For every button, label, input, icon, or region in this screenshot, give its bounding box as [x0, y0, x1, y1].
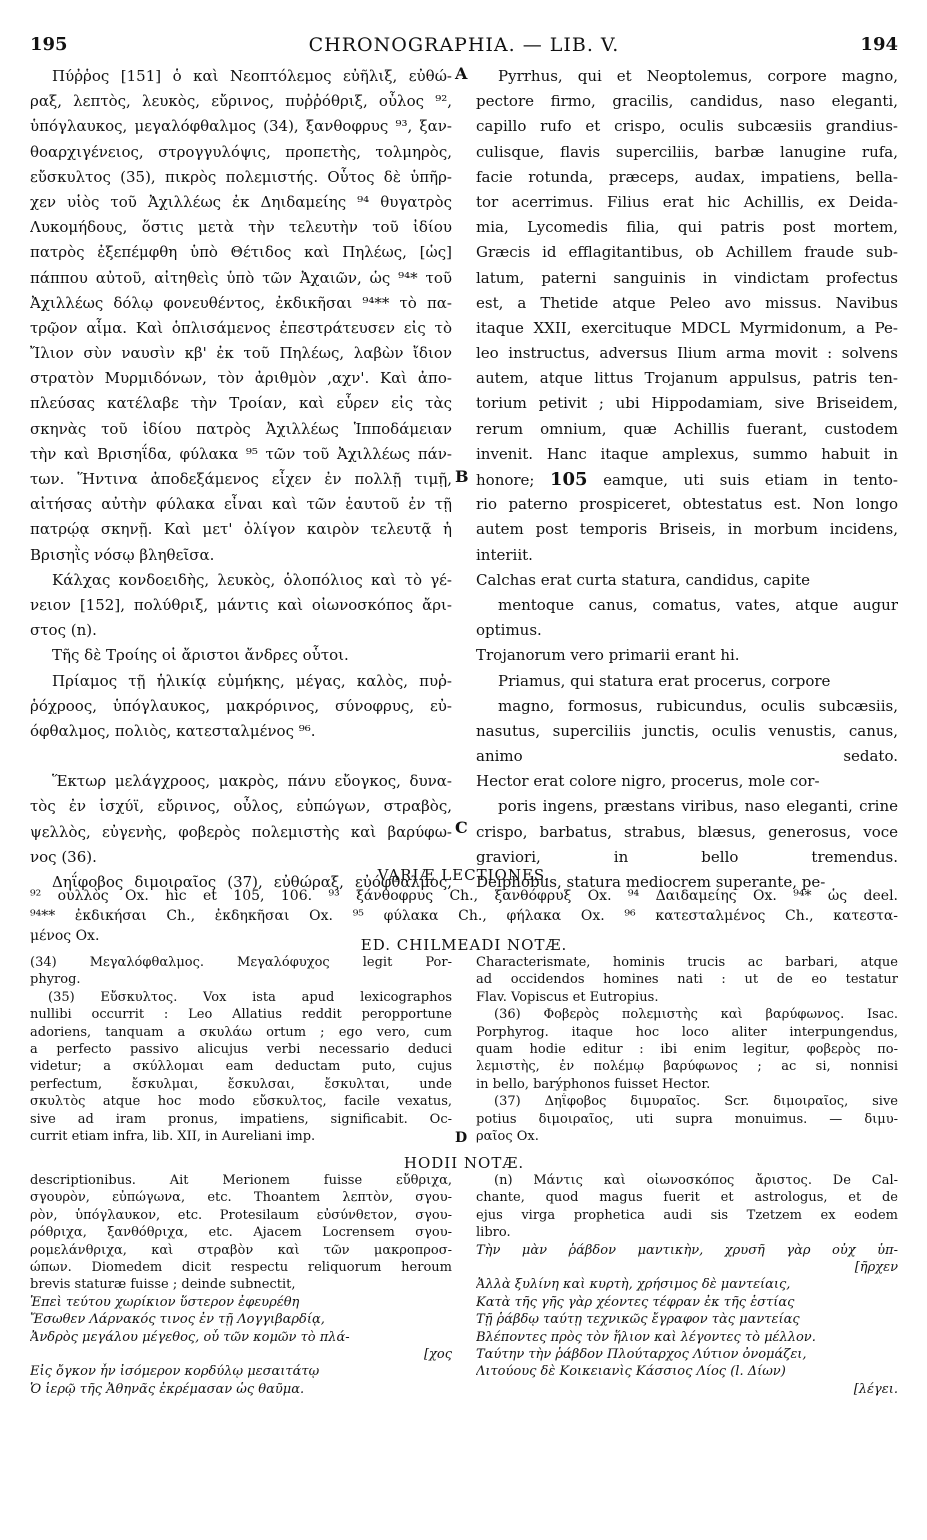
latin-line: culisque, flavis superciliis, barbæ lanugine rufa,	[476, 142, 898, 161]
chilmeadi-note-line: perfectum, ἔσκυλμαι, ἔσκυλσαι, ἔσκυλται, unde	[30, 1076, 452, 1092]
hodii-note-line: descriptionibus. Ait Merionem fuisse εὔθριχα,	[30, 1173, 452, 1188]
hodii-heading: HODII NOTÆ.	[403, 1154, 525, 1172]
hodii-note-line: ejus virga prophetica audi sis Tzetzem ex eodem	[476, 1207, 898, 1223]
hodii-note-line: Ἐπεὶ τεύτου χωρίκιον ὕστερον ἐφευρέθη	[30, 1294, 300, 1310]
latin-line: Priamus, qui statura erat procerus, corpore	[498, 671, 831, 690]
chilmeadi-note-line: nullibi occurrit : Leo Allatius reddit peropportune	[30, 1007, 452, 1023]
page-number-right: 194	[860, 34, 898, 55]
latin-line: Trojanorum vero primarii erant hi.	[476, 646, 740, 665]
chilmeadi-note-line: sive ad iram pronus, impatiens, significabit. Oc-	[30, 1111, 452, 1127]
greek-line: ψελλὸς, εὐγενὴς, φοβερὸς πολεμιστὴς καὶ βαρύφω-	[30, 822, 452, 841]
latin-line: optimus.	[476, 621, 542, 640]
variant-reading-line: ⁹⁴** ἐκδικήσαι Ch., ἐκδηκῆσαι Ox. ⁹⁵ φύλακα Ch., φήλακα Ox. ⁹⁶ κατεσταλμένος Ch., κατεστα-	[30, 908, 898, 924]
chilmeadi-note-line: adoriens, tanquam a σκυλάω ortum ; ego vero, cum	[30, 1024, 452, 1040]
blank-line	[30, 744, 452, 769]
hodii-note-line: Ἀνδρὸς μεγάλου μέγεθος, οὗ τῶν κομῶν τὸ πλά-	[30, 1329, 350, 1345]
chilmeadi-note-line: (34) Μεγαλόφθαλμος. Μεγαλόφυχος legit Por-	[30, 955, 452, 970]
latin-line: capillo rufo et crispo, oculis subcæsiis grandius-	[476, 117, 898, 136]
greek-line: ῥόχροος, ὑπόγλαυκος, μακρόρινος, σύνοφρυς, εὐ-	[30, 696, 452, 715]
latin-line: interiit.	[476, 545, 533, 564]
greek-line: στος (n).	[30, 621, 97, 640]
hodii-notes-right	[476, 1172, 898, 1398]
hodii-note-line: σγουρὸν, εὐπώγωνα, etc. Thoantem λεπτὸν, σγου-	[30, 1190, 452, 1206]
latin-line: autem, atque littus Trojanum appulsus, patris ten-	[476, 369, 898, 388]
greek-line: Λυκομήδους, ὅστις μετὰ τὴν τελευτὴν τοῦ ἰδίου	[30, 218, 452, 237]
margin-letter-c: C	[455, 818, 468, 837]
variant-reading-line: ⁹² οὐλλὸς Ox. hic et 105, 106. ⁹³ ξάνθοφρυς Ch., ξανθόφρυξ Ox. ⁹⁴ Δαιδαμείης Ox. ⁹⁴* ὡς deel.	[30, 888, 898, 904]
chilmeadi-note-line: currit etiam infra, lib. XII, in Aureliani imp.	[30, 1128, 316, 1144]
greek-line: τὸς ἐν ἰσχύϊ, εὔρινος, οὖλος, εὐπώγων, στραβὸς,	[30, 797, 452, 816]
greek-line: Τῆς δὲ Τροίης οἱ ἄριστοι ἄνδρες οὗτοι.	[52, 646, 349, 665]
greek-line: τρῷον αἷμα. Καὶ ὁπλισάμενος ἐπεστράτευσεν εἰς τὸ	[30, 318, 452, 337]
chilmeadi-note-line: Characterismate, hominis trucis ac barbari, atque	[476, 955, 898, 970]
chilmeadi-note-line: σκυλτὸς atque hoc modo εὔσκυλτος, facile vexatus,	[30, 1094, 452, 1110]
chilmeadi-note-line: Flav. Vopiscus et Eutropius.	[476, 989, 659, 1005]
latin-line: nasutus, superciliis junctis, oculis venustis, canus,	[476, 721, 898, 740]
hodii-note-line: (n) Μάντις καὶ οἰωνοσκόπος ἄριστος. De Cal-	[494, 1173, 898, 1188]
hodii-note-line: libro.	[476, 1225, 511, 1241]
hodii-note-line: [λέγει.	[853, 1381, 898, 1397]
latin-line: animo sedato.	[476, 747, 898, 766]
greek-line: Ἀχιλλέως δόλῳ φονευθέντος, ἐκδικῆσαι ⁹⁴** τὸ πα-	[30, 293, 452, 312]
hodii-note-line: Εἰς ὄγκον ἦν ἰσόμερον κορδύλῳ μεσαιτάτῳ	[30, 1364, 320, 1380]
latin-line: leo instructus, adversus Ilium arma movit : solvens	[476, 344, 898, 363]
latin-line: itaque XXII, exercituque MDCL Myrmidonum, a Pe-	[476, 318, 898, 337]
hodii-note-line: [ῆρχεν	[854, 1259, 898, 1275]
latin-line: Deiphobus, statura mediocrem superante, pe-	[476, 873, 826, 891]
latin-line: magno, formosus, rubicundus, oculis subcæsiis,	[498, 696, 898, 715]
hodii-note-line: Τὴν μὰν ῥάβδον μαντικὴν, χρυσῆ γὰρ οὐχ ὑπ-	[476, 1242, 898, 1258]
hodii-note-line: ρὸν, ὑπόγλαυκον, etc. Protesilaum εὐσύνθετον, σγου-	[30, 1207, 452, 1223]
hodii-notes-left	[30, 1172, 452, 1398]
variant-reading-line: μένος Ox.	[30, 928, 100, 944]
chilmeadi-note-line: λεμιστὴς, ἐν πολέμῳ βαρύφωνος ; ac si, nonnisi	[476, 1059, 898, 1075]
running-header	[30, 34, 898, 60]
greek-line: τὴν καὶ Βρισηΐδα, φύλακα ⁹⁵ τῶν τοῦ Ἀχιλλέως πάν-	[30, 444, 452, 463]
hodii-note-line: Ἀλλὰ ξυλίνη καὶ κυρτὴ, χρήσιμος δὲ μαντείαις,	[476, 1277, 791, 1293]
latin-line: autem post temporis Briseis, in morbum incidens,	[476, 520, 898, 539]
hodii-note-line: ώπων. Diomedem dicit respectu reliquorum heroum	[30, 1259, 452, 1275]
greek-line: Ἕκτωρ μελάγχροος, μακρὸς, πάνυ εὔογκος, δυνα-	[52, 772, 452, 791]
margin-letter-a: A	[455, 64, 468, 83]
hodii-note-line: ρόθριχα, ξανθόθριχα, etc. Ajacem Locrensem σγου-	[30, 1225, 452, 1241]
chilmeadi-note-line: ad occidendos homines nati : ut de eo testatur	[476, 972, 898, 988]
chilmeadi-note-line: (36) Φοβερὸς πολεμιστὴς καὶ βαρύφωνος. Isac.	[494, 1007, 898, 1023]
hodii-note-line: chante, quod magus fuerit et astrologus, et de	[476, 1190, 898, 1206]
latin-line: rerum omnium, quæ Achillis fuerant, custodem	[476, 419, 898, 438]
greek-line: νος (36).	[30, 847, 97, 866]
greek-line: στρατὸν Μυρμιδόνων, τὸν ἀριθμὸν ,αχν'. Καὶ ἀπο-	[30, 369, 452, 388]
hodii-note-line: brevis staturæ fuisse ; deinde subnectit,	[30, 1277, 296, 1293]
chilmeadi-notes-left	[30, 954, 452, 1145]
latin-line: est, a Thetide atque Peleo avo missus. Navibus	[476, 293, 898, 312]
hodii-note-line: Τῇ ῥάβδῳ ταύτῃ τεχνικῶς ἔγραφον τὰς μαντείας	[476, 1312, 800, 1328]
latin-line: mentoque canus, comatus, vates, atque augur	[498, 595, 898, 614]
chilmeadi-note-line: Porphyrog. itaque hoc loco aliter interpungendus,	[476, 1024, 898, 1040]
greek-line: Κάλχας κονδοειδὴς, λευκὸς, ὁλοπόλιος καὶ τὸ γέ-	[52, 570, 452, 589]
greek-line: Ἴλιον σὺν ναυσὶν κβ' ἐκ τοῦ Πηλέως, λαβὼν ἴδιον	[30, 344, 452, 363]
page	[30, 34, 898, 1524]
greek-line: σκηνὰς τοῦ ἰδίου πατρὸς Ἀχιλλέως Ἱπποδάμειαν	[30, 419, 452, 438]
page-number-left: 195	[30, 34, 68, 55]
greek-line: πλεύσας κατέλαβε τὴν Τροίαν, καὶ εὗρεν εἰς τὰς	[30, 394, 452, 413]
latin-line: latum, paterni sanguinis in vindictam profectus	[476, 268, 898, 287]
greek-line: Δηΐφοβος διμοιραῖος (37), εὐθώραξ, εὐόφθαλμος,	[52, 873, 452, 891]
variae-lectiones-heading: VARIÆ LECTIONES.	[377, 866, 551, 884]
chilmeadi-notes-right	[476, 954, 898, 1145]
greek-line: πατρὸς ἐξεπέμφθη ὑπὸ Θέτιδος καὶ Πηλέως, [ὡς]	[30, 243, 452, 262]
column-number-marker: 105	[550, 469, 588, 490]
greek-line: Βρισηῒς νόσῳ βληθεῖσα.	[30, 545, 215, 564]
chilmeadi-note-line: potius διμοιραῖος, uti supra monuimus. — διμυ-	[476, 1111, 898, 1127]
latin-line: crispo, barbatus, strabus, blæsus, generosus, voce	[476, 822, 898, 841]
hodii-note-line: Ἔσωθεν Λάρνακός τινος ἐν τῇ Λογγιβαρδίᾳ,	[30, 1312, 325, 1328]
greek-line: ὑπόγλαυκος, μεγαλόφθαλμος (34), ξανθοφρυς ⁹³, ξαν-	[30, 117, 452, 136]
latin-line: Hector erat colore nigro, procerus, mole cor-	[476, 772, 820, 791]
latin-line: invenit. Hanc itaque amplexus, summo habuit in	[476, 444, 898, 463]
latin-line: torium petivit ; ubi Hippodamiam, sive Briseidem,	[476, 394, 898, 413]
latin-line: Pyrrhus, qui et Neoptolemus, corpore magno,	[498, 67, 898, 85]
greek-line: αἰτήσας αὐτὴν φύλακα εἶναι καὶ τῶν ἑαυτοῦ ἐν τῇ	[30, 495, 452, 514]
chilmeadi-note-line: quam hodie editur : ibi enim legitur, φοβερὸς πο-	[476, 1041, 898, 1057]
chilmeadi-note-line: (35) Εὔσκυλτος. Vox ista apud lexicographos	[48, 989, 452, 1005]
chilmeadi-note-line: ραῖος Ox.	[476, 1128, 539, 1144]
latin-line	[476, 467, 898, 492]
latin-line-part: honore;	[476, 471, 550, 489]
latin-line: mia, Lycomedis filia, qui patris post mortem,	[476, 218, 898, 237]
chilmeadi-note-line: in bello, barýphonos fuisset Hector.	[476, 1076, 711, 1092]
greek-line: νειον [152], πολύθριξ, μάντις καὶ οἰωνοσκόπος ἄρι-	[30, 595, 452, 614]
greek-line: πατρῴᾳ σκηνῇ. Καὶ μετ' ὀλίγον καιρὸν τελευτᾷ ἡ	[30, 520, 452, 539]
latin-line-part: eamque, uti suis etiam in tento-	[587, 471, 898, 489]
greek-line: ραξ, λεπτὸς, λευκὸς, εὔρινος, πυῤῥόθριξ, οὖλος ⁹²,	[30, 92, 452, 111]
greek-line: Πύῤῥος [151] ὁ καὶ Νεοπτόλεμος εὐῆλιξ, εὐθώ-	[52, 67, 452, 85]
running-title: CHRONOGRAPHIA. — LIB. V.	[308, 34, 620, 56]
hodii-note-line: Βλέποντες πρὸς τὸν ἥλιον καὶ λέγοντες τὸ μέλλον.	[476, 1329, 816, 1345]
margin-letter-d: D	[455, 1130, 468, 1146]
greek-line: όφθαλμος, πολιὸς, κατεσταλμένος ⁹⁶.	[30, 721, 316, 740]
hodii-note-line: Λιτούους δὲ Κοικειανὶς Κάσσιος Λίος (l. Δίων)	[476, 1364, 786, 1380]
greek-line: θοαρχιγένειος, στρογγυλόψις, προπετὴς, τολμηρὸς,	[30, 142, 452, 161]
greek-line: πάππου αὐτοῦ, αἰτηθεὶς ὑπὸ τῶν Ἀχαιῶν, ὡς ⁹⁴* τοῦ	[30, 268, 452, 287]
greek-line: χεν υἱὸς τοῦ Ἀχιλλέως ἐκ Δηιδαμείης ⁹⁴ θυγατρὸς	[30, 192, 452, 211]
greek-column	[30, 64, 452, 895]
hodii-note-line: Ὁ ἱερῷ τῆς Ἀθηνᾶς ἐκρέμασαν ὡς θαῦμα.	[30, 1381, 305, 1397]
hodii-note-line: Κατὰ τῆς γῆς γὰρ χέοντες τέφραν ἐκ τῆς ἑστίας	[476, 1294, 795, 1310]
latin-line: poris ingens, præstans viribus, naso eleganti, crine	[498, 797, 898, 816]
chilmeadi-note-line: (37) Δηΐφοβος διμυραῖος. Scr. διμοιραῖος, sive	[494, 1094, 898, 1110]
latin-line: Græcis id efflagitantibus, ob Achillem fraude sub-	[476, 243, 898, 262]
chilmeadi-note-line: videtur; a σκύλλομαι eam deductam puto, cujus	[30, 1059, 452, 1075]
hodii-note-line: [χος	[423, 1346, 452, 1362]
latin-line: pectore firmo, gracilis, candidus, naso eleganti,	[476, 92, 898, 111]
latin-line: rio paterno prospiceret, obtestatus est. Non longo	[476, 495, 898, 514]
hodii-note-line: ρομελάνθριχα, καὶ στραβὸν καὶ τῶν μακροπροσ-	[30, 1242, 452, 1258]
margin-letter-b: B	[455, 467, 469, 486]
hodii-note-line: Ταύτην τὴν ῥάβδον Πλούταρχος Λύτιον ὀνομάζει,	[476, 1346, 807, 1362]
greek-line: Πρίαμος τῇ ἡλικίᾳ εὐμήκης, μέγας, καλὸς, πυῤ-	[52, 671, 452, 690]
chilmeadi-note-line: phyrog.	[30, 972, 81, 988]
latin-line: graviori, in bello tremendus.	[476, 847, 898, 866]
latin-line: facie rotunda, præceps, audax, impatiens, bella-	[476, 167, 898, 186]
chilmeadi-heading: ED. CHILMEADI NOTÆ.	[360, 936, 568, 954]
latin-column	[476, 64, 898, 895]
latin-line: Calchas erat curta statura, candidus, capite	[476, 570, 810, 589]
chilmeadi-note-line: a perfecto passivo alicujus verbi necessario deduci	[30, 1041, 452, 1057]
latin-line: tor acerrimus. Filius erat hic Achillis, ex Deida-	[476, 192, 898, 211]
greek-line: των. Ἥντινα ἀποδεξάμενος εἶχεν ἐν πολλῇ τιμῇ,	[30, 470, 452, 488]
greek-line: εὔσκυλτος (35), πικρὸς πολεμιστής. Οὗτος δὲ ὑπῆρ-	[30, 167, 452, 186]
